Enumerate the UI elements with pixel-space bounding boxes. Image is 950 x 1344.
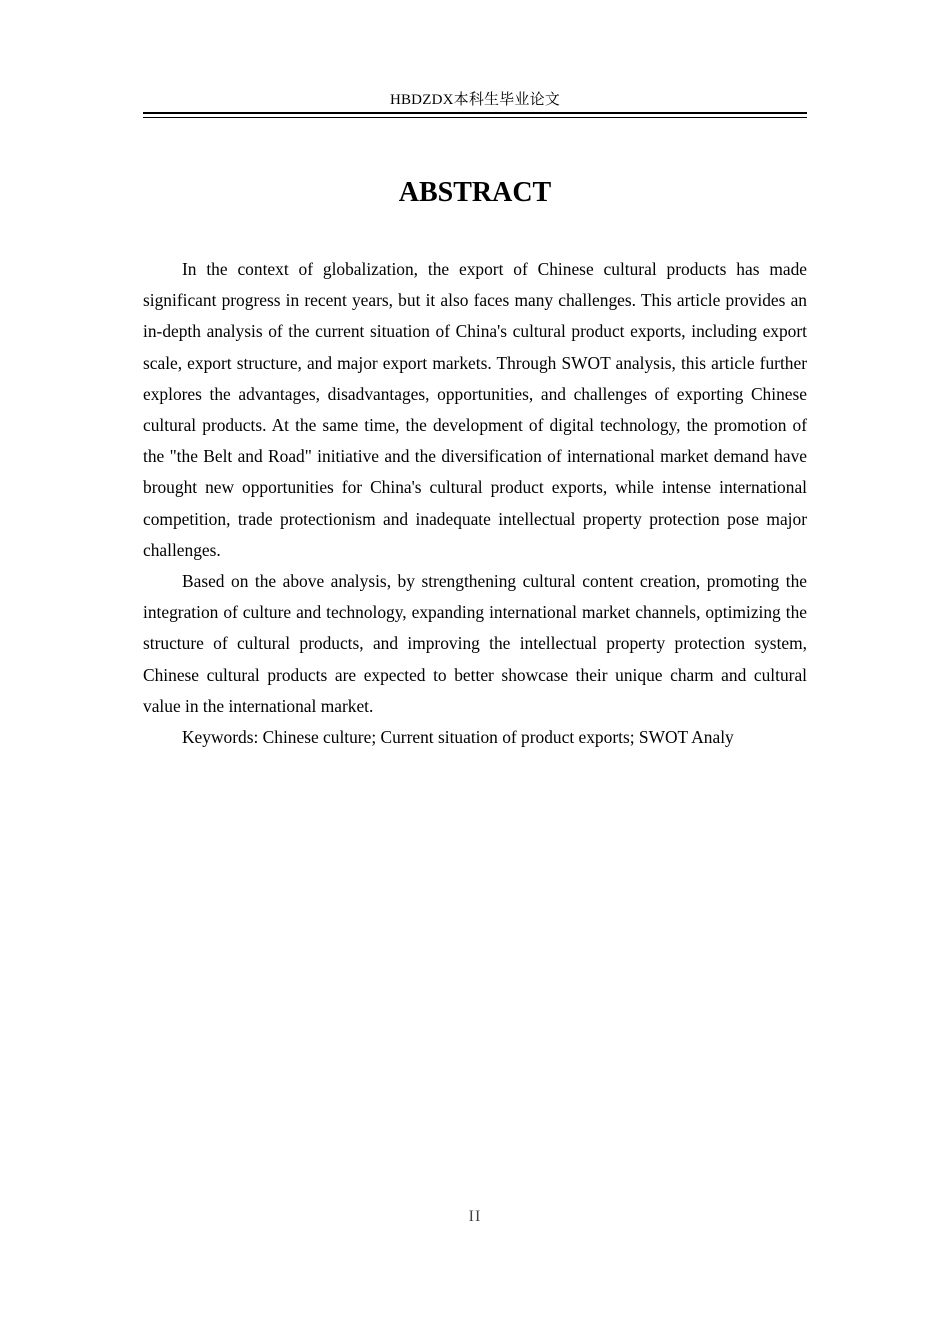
abstract-body <box>143 254 807 753</box>
keywords-line: Keywords: Chinese culture; Current situation of product exports; SWOT Analy <box>182 727 734 748</box>
abstract-title: ABSTRACT <box>398 177 552 208</box>
abstract-paragraph-1: In the context of globalization, the export of Chinese cultural products has made significant progress in recent years, but it also faces many challenges. This article provides an in-depth analysis of the current situation of China's cultural product exports, including export scale, export structure, and major export markets. Through SWOT analysis, this article further explores the advantages, disadvantages, opportunities, and challenges of exporting Chinese cultural products. At the same time, the development of digital technology, the promotion of the "the Belt and Road" initiative and the diversification of international market demand have brought new opportunities for China's cultural product exports, while intense international competition, trade protectionism and inadequate intellectual property protection pose major challenges. <box>143 259 807 560</box>
header-double-rule <box>143 112 807 118</box>
running-header: HBDZDX本科生毕业论文 <box>389 92 561 108</box>
abstract-paragraph-2: Based on the above analysis, by strengthening cultural content creation, promoting the integration of culture and technology, expanding international market channels, optimizing the structure of cultural products, and improving the intellectual property protection system, Chinese cultural products are expected to better showcase their unique charm and cultural value in the international market. <box>143 571 807 716</box>
page-number: II <box>468 1208 482 1225</box>
